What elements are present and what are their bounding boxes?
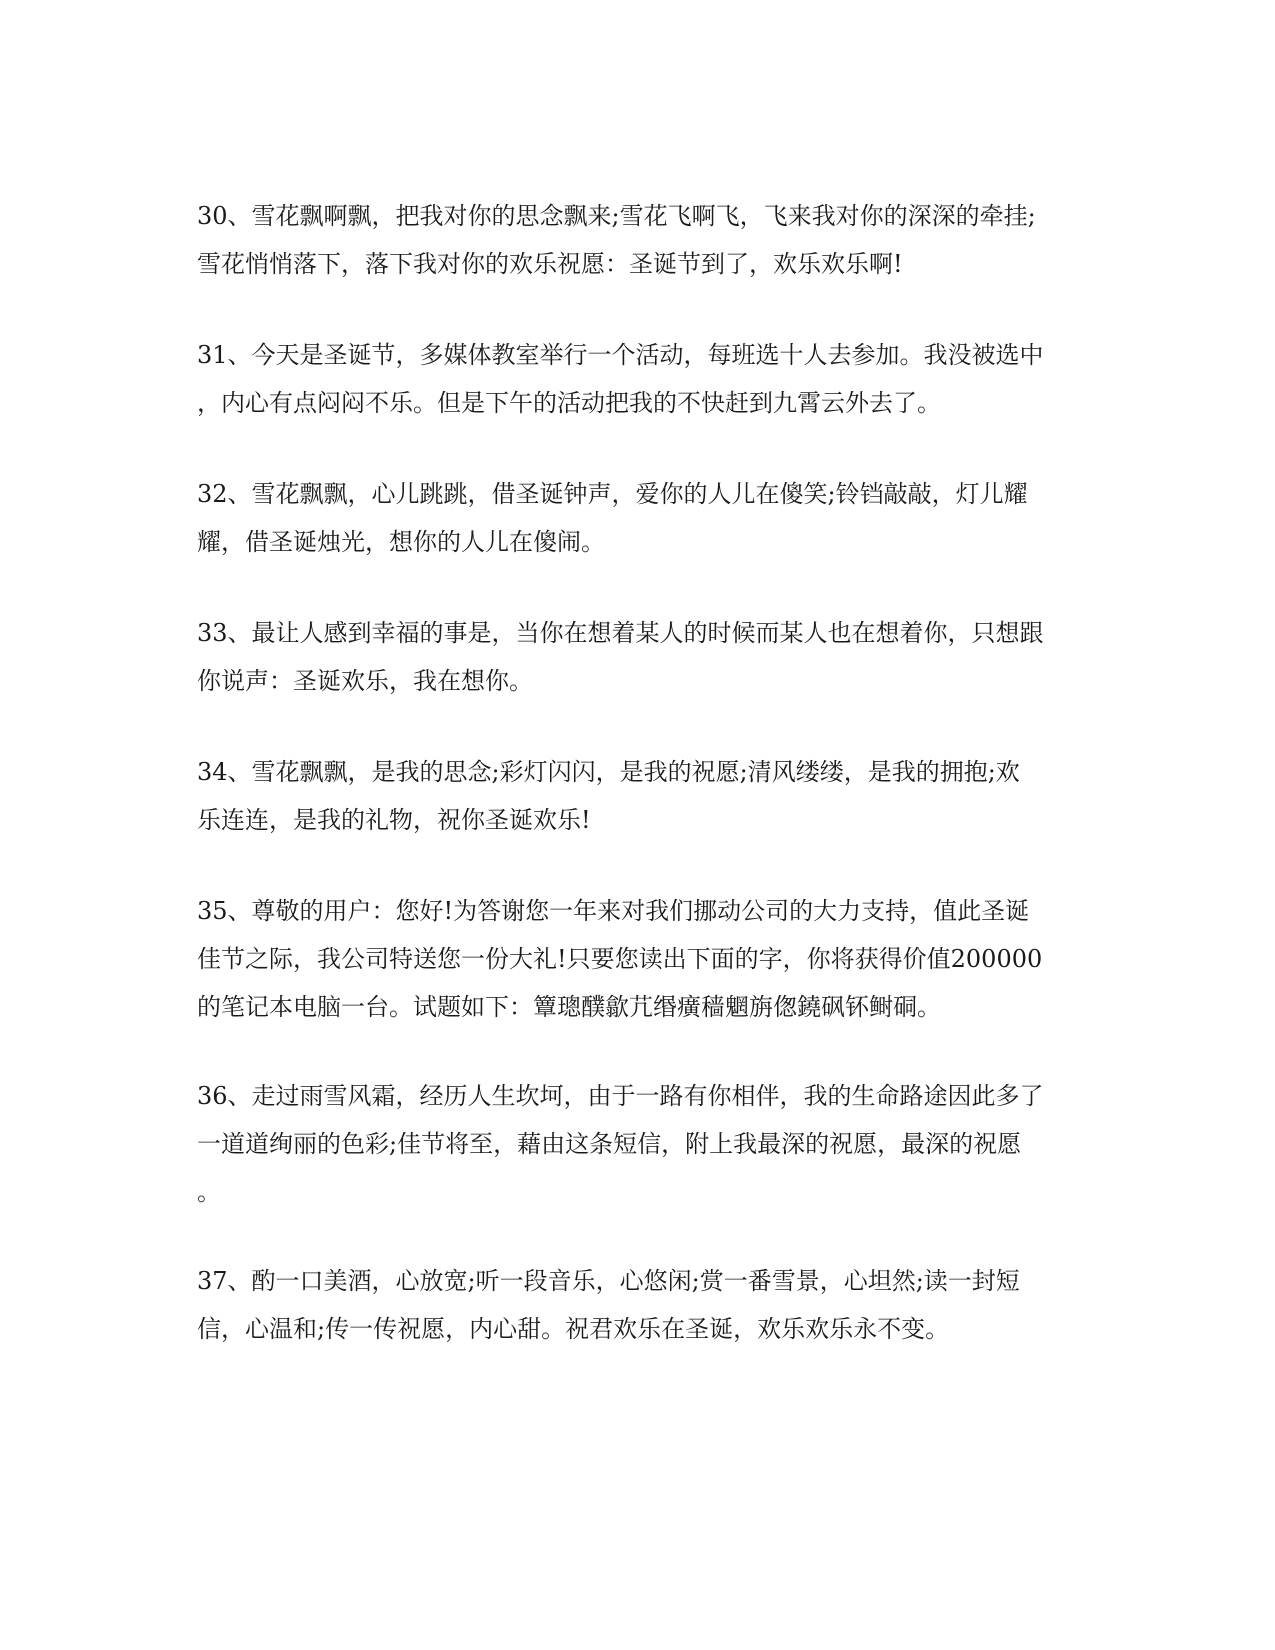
text-line: 37、酌一口美酒，心放宽;听一段音乐，心悠闲;赏一番雪景，心坦然;读一封短 bbox=[197, 1267, 1020, 1295]
text-line: 的笔记本电脑一台。试题如下：簟璁醭歙芁缗癀穑魍旃偬鐃砜钚鲥硐。 bbox=[197, 993, 941, 1021]
text-line: 30、雪花飘啊飘，把我对你的思念飘来;雪花飞啊飞，飞来我对你的深深的牵挂; bbox=[197, 202, 1036, 230]
text-line: 雪花悄悄落下，落下我对你的欢乐祝愿：圣诞节到了，欢乐欢乐啊! bbox=[197, 250, 903, 278]
text-line: 耀，借圣诞烛光，想你的人儿在傻闹。 bbox=[197, 528, 605, 556]
text-line: 36、走过雨雪风霜，经历人生坎坷，由于一路有你相伴，我的生命路途因此多了 bbox=[197, 1082, 1044, 1110]
text-line: 33、最让人感到幸福的事是，当你在想着某人的时候而某人也在想着你，只想跟 bbox=[197, 619, 1044, 647]
text-line: 32、雪花飘飘，心儿跳跳，借圣诞钟声，爱你的人儿在傻笑;铃铛敲敲，灯儿耀 bbox=[197, 480, 1028, 508]
text-line: 。 bbox=[197, 1178, 221, 1206]
paragraph-34 bbox=[197, 748, 1077, 844]
paragraph-35 bbox=[197, 887, 1077, 1031]
text-line: 31、今天是圣诞节，多媒体教室举行一个活动，每班选十人去参加。我没被选中 bbox=[197, 341, 1044, 369]
paragraph-36 bbox=[197, 1072, 1077, 1216]
text-line: 一道道绚丽的色彩;佳节将至，藉由这条短信，附上我最深的祝愿，最深的祝愿 bbox=[197, 1130, 1022, 1158]
text-line: ，内心有点闷闷不乐。但是下午的活动把我的不快赶到九霄云外去了。 bbox=[197, 389, 941, 417]
paragraph-37 bbox=[197, 1257, 1077, 1353]
paragraph-31 bbox=[197, 331, 1077, 427]
paragraph-32 bbox=[197, 470, 1077, 566]
text-line: 你说声：圣诞欢乐，我在想你。 bbox=[197, 667, 533, 695]
text-line: 乐连连，是我的礼物，祝你圣诞欢乐! bbox=[197, 806, 591, 834]
paragraph-30 bbox=[197, 192, 1077, 288]
text-line: 34、雪花飘飘，是我的思念;彩灯闪闪，是我的祝愿;清风缕缕，是我的拥抱;欢 bbox=[197, 758, 1020, 786]
text-line: 35、尊敬的用户：您好!为答谢您一年来对我们挪动公司的大力支持，值此圣诞 bbox=[197, 897, 1030, 925]
paragraph-33 bbox=[197, 609, 1077, 705]
text-line: 佳节之际，我公司特送您一份大礼!只要您读出下面的字，你将获得价值200000 bbox=[197, 945, 1043, 973]
text-line: 信，心温和;传一传祝愿，内心甜。祝君欢乐在圣诞，欢乐欢乐永不变。 bbox=[197, 1315, 950, 1343]
